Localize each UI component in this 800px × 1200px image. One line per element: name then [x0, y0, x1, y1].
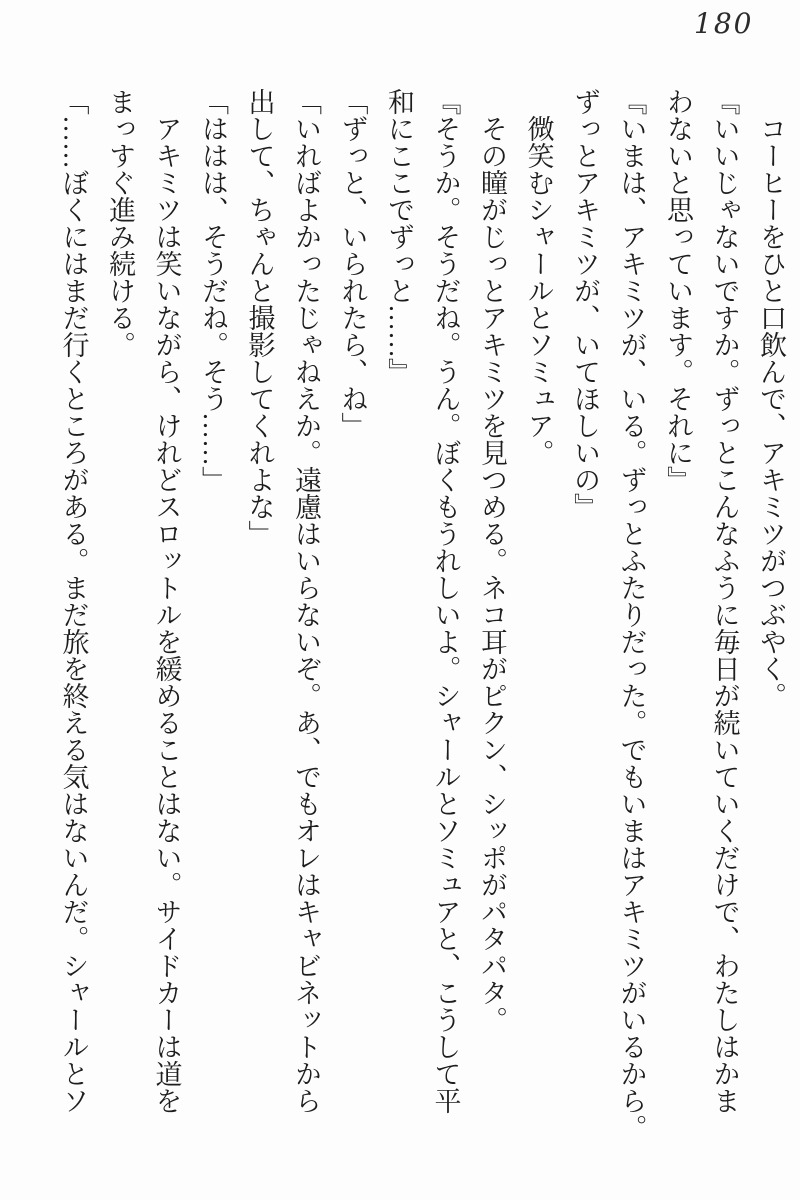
page-number: 180 — [694, 7, 754, 40]
text-block — [50, 88, 794, 1141]
text-column: コーヒーをひと口飲んで、アキミツがつぶやく。 — [756, 88, 786, 709]
text-column: 微笑むシャールとソミュア。 — [523, 88, 554, 466]
text-column: 『いいじゃないですか。ずっとこんなふうに毎日が続いていくだけで、わたしはかま — [709, 88, 740, 1114]
text-column: 和にここでずっと……』 — [384, 88, 414, 385]
text-column: 「ずっと、いられたら、ね」 — [337, 88, 368, 439]
text-column: その瞳がじっとアキミツを見つめる。ネコ耳がピクン、シッポがパタパタ。 — [477, 88, 507, 1033]
text-column: ずっとアキミツが、いてほしいの』 — [570, 88, 600, 520]
text-column: 『いまは、アキミツが、いる。ずっとふたりだった。でもいまはアキミツがいるから。 — [616, 88, 647, 1141]
text-column: 『そうか。そうだね。うん。ぼくもうれしいよ。シャールとソミュアと、こうして平 — [430, 88, 461, 1114]
text-column: 出して、ちゃんと撮影してくれよな」 — [244, 88, 275, 547]
text-column: わないと思っています。それに』 — [663, 88, 693, 493]
text-column: 「いればよかったじゃねえか。遠慮はいらないぞ。あ、でもオレはキャビネットから — [291, 88, 321, 1114]
text-column: まっすぐ進み続ける。 — [105, 88, 135, 358]
text-column: 「ははは、そうだね。そう……」 — [198, 88, 228, 493]
text-column: 「……ぼくにはまだ行くところがある。まだ旅を終える気はないんだ。シャールとソ — [58, 88, 89, 1114]
text-column: アキミツは笑いながら、けれどスロットルを緩めることはない。サイドカーは道を — [151, 88, 182, 1114]
